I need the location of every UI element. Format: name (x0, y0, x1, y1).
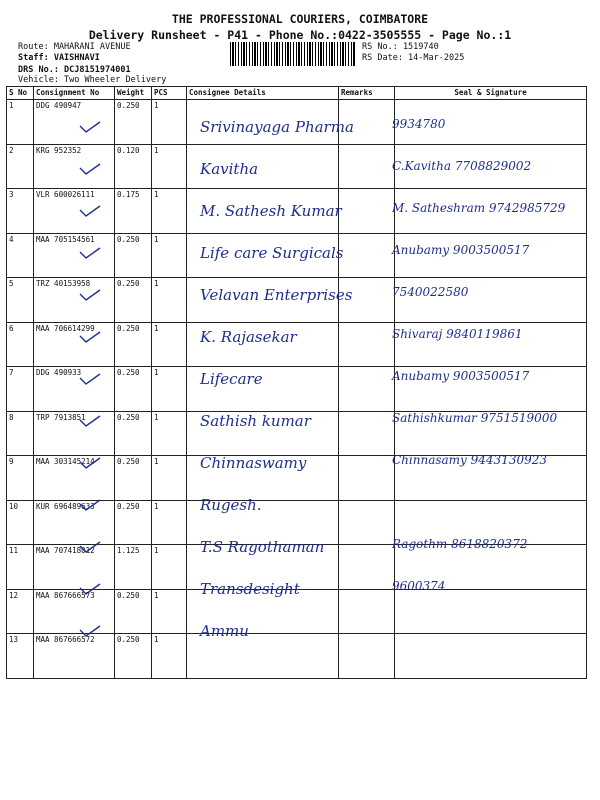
table-row (7, 500, 587, 545)
row-sno: 9 (7, 456, 34, 501)
staff-label: Staff: VAISHNAVI (18, 53, 100, 63)
runsheet-subtitle: Delivery Runsheet - P41 - Phone No.:0422-3505555 - Page No.:1 (88, 28, 512, 42)
row-remarks-cell (339, 456, 395, 501)
row-consignee-cell (187, 144, 339, 189)
row-consignee-cell (187, 500, 339, 545)
row-consignment: KRG 952352 (34, 144, 115, 189)
row-signature-cell (395, 367, 587, 412)
col-sno: S No (7, 87, 34, 100)
row-sno: 10 (7, 500, 34, 545)
table-row (7, 100, 587, 145)
handwritten-signature: Anubamy 9003500517 (392, 243, 530, 257)
row-sno: 1 (7, 100, 34, 145)
row-remarks-cell (339, 545, 395, 590)
handwritten-consignee: Srivinayaga Pharma (200, 118, 354, 136)
row-signature-cell (395, 545, 587, 590)
row-pcs: 1 (152, 100, 187, 145)
handwritten-consignee: Lifecare (200, 370, 263, 388)
row-pcs: 1 (152, 233, 187, 278)
handwritten-signature: Sathishkumar 9751519000 (392, 411, 558, 425)
row-sno: 11 (7, 545, 34, 590)
table-row (7, 411, 587, 456)
row-weight: 0.250 (115, 589, 152, 634)
row-pcs: 1 (152, 545, 187, 590)
row-remarks-cell (339, 634, 395, 679)
handwritten-signature: Shivaraj 9840119861 (392, 327, 523, 341)
row-weight: 0.250 (115, 411, 152, 456)
row-consignment: MAA 707418012 (34, 545, 115, 590)
rs-block (362, 42, 464, 64)
runsheet-table (6, 86, 587, 679)
row-weight: 0.250 (115, 367, 152, 412)
handwritten-consignee: M. Sathesh Kumar (200, 202, 342, 220)
row-remarks-cell (339, 100, 395, 145)
row-weight: 0.175 (115, 189, 152, 234)
handwritten-consignee: Sathish kumar (200, 412, 311, 430)
route-label: Route: MAHARANI AVENUE (18, 42, 131, 52)
row-remarks-cell (339, 322, 395, 367)
table-row (7, 233, 587, 278)
col-consignment: Consignment No (34, 87, 115, 100)
row-sno: 12 (7, 589, 34, 634)
row-consignment: MAA 867666572 (34, 634, 115, 679)
drs-number: DRS No.: DCJ8151974001 (18, 65, 131, 75)
row-pcs: 1 (152, 278, 187, 323)
row-signature-cell (395, 322, 587, 367)
handwritten-consignee: Velavan Enterprises (200, 286, 353, 304)
row-remarks-cell (339, 589, 395, 634)
handwritten-consignee: T.S Ragothaman (200, 538, 325, 556)
handwritten-consignee: Rugesh. (200, 496, 262, 514)
row-signature-cell (395, 456, 587, 501)
rs-number: RS No.: 1519740 (362, 42, 439, 52)
row-pcs: 1 (152, 500, 187, 545)
row-weight: 0.250 (115, 233, 152, 278)
row-signature-cell (395, 100, 587, 145)
row-sno: 3 (7, 189, 34, 234)
row-consignment: DDG 490947 (34, 100, 115, 145)
row-signature-cell (395, 500, 587, 545)
row-signature-cell (395, 589, 587, 634)
row-consignment: VLR 600026111 (34, 189, 115, 234)
table-row (7, 634, 587, 679)
row-weight: 0.250 (115, 278, 152, 323)
row-weight: 1.125 (115, 545, 152, 590)
row-consignment: MAA 706614299 (34, 322, 115, 367)
row-pcs: 1 (152, 144, 187, 189)
handwritten-signature: 7540022580 (392, 285, 469, 299)
row-consignment: MAA 705154561 (34, 233, 115, 278)
row-remarks-cell (339, 367, 395, 412)
handwritten-signature: 9600374 (392, 579, 446, 593)
handwritten-signature: C.Kavitha 7708829002 (392, 159, 532, 173)
handwritten-consignee: K. Rajasekar (200, 328, 297, 346)
col-weight: Weight (115, 87, 152, 100)
row-sno: 8 (7, 411, 34, 456)
row-pcs: 1 (152, 367, 187, 412)
col-consignee: Consignee Details (187, 87, 339, 100)
row-consignee-cell (187, 189, 339, 234)
row-consignee-cell (187, 411, 339, 456)
handwritten-consignee: Transdesight (200, 580, 300, 598)
row-pcs: 1 (152, 589, 187, 634)
table-row (7, 589, 587, 634)
row-signature-cell (395, 144, 587, 189)
handwritten-signature: Anubamy 9003500517 (392, 369, 530, 383)
row-consignee-cell (187, 367, 339, 412)
row-consignee-cell (187, 322, 339, 367)
row-signature-cell (395, 411, 587, 456)
row-signature-cell (395, 233, 587, 278)
table-row (7, 545, 587, 590)
row-pcs: 1 (152, 189, 187, 234)
row-weight: 0.250 (115, 456, 152, 501)
handwritten-consignee: Ammu (200, 622, 249, 640)
row-consignee-cell (187, 233, 339, 278)
row-weight: 0.250 (115, 100, 152, 145)
table-row (7, 189, 587, 234)
handwritten-signature: 9934780 (392, 117, 446, 131)
table-row (7, 456, 587, 501)
col-pcs: PCS (152, 87, 187, 100)
col-remarks: Remarks (339, 87, 395, 100)
row-weight: 0.250 (115, 322, 152, 367)
table-row (7, 144, 587, 189)
row-consignment: TRZ 40153958 (34, 278, 115, 323)
row-remarks-cell (339, 189, 395, 234)
table-row (7, 322, 587, 367)
row-remarks-cell (339, 233, 395, 278)
row-sno: 5 (7, 278, 34, 323)
row-sno: 7 (7, 367, 34, 412)
table-row (7, 367, 587, 412)
row-consignee-cell (187, 100, 339, 145)
handwritten-consignee: Life care Surgicals (200, 244, 344, 262)
row-signature-cell (395, 189, 587, 234)
company-title: THE PROFESSIONAL COURIERS, COIMBATORE (171, 12, 429, 26)
col-signature: Seal & Signature (395, 87, 587, 100)
row-remarks-cell (339, 500, 395, 545)
row-consignee-cell (187, 456, 339, 501)
row-weight: 0.120 (115, 144, 152, 189)
row-sno: 13 (7, 634, 34, 679)
row-signature-cell (395, 634, 587, 679)
row-remarks-cell (339, 278, 395, 323)
row-remarks-cell (339, 411, 395, 456)
row-pcs: 1 (152, 634, 187, 679)
row-consignee-cell (187, 589, 339, 634)
row-weight: 0.250 (115, 500, 152, 545)
row-consignment: TRP 7913851 (34, 411, 115, 456)
table-header-row (7, 87, 587, 100)
row-pcs: 1 (152, 322, 187, 367)
table-row (7, 278, 587, 323)
handwritten-consignee: Kavitha (200, 160, 259, 178)
row-consignment: DDG 490933 (34, 367, 115, 412)
handwritten-signature: Chinnasamy 9443130923 (392, 453, 547, 467)
row-sno: 4 (7, 233, 34, 278)
row-signature-cell (395, 278, 587, 323)
row-consignment: MAA 303145214 (34, 456, 115, 501)
row-consignee-cell (187, 634, 339, 679)
row-consignee-cell (187, 278, 339, 323)
row-consignment: KUR 696489633 (34, 500, 115, 545)
handwritten-signature: Ragothm 8618820372 (392, 537, 528, 551)
barcode-image (230, 42, 355, 66)
row-pcs: 1 (152, 411, 187, 456)
row-consignee-cell (187, 545, 339, 590)
handwritten-signature: M. Satheshram 9742985729 (392, 201, 566, 215)
row-sno: 6 (7, 322, 34, 367)
row-weight: 0.250 (115, 634, 152, 679)
row-sno: 2 (7, 144, 34, 189)
vehicle-label: Vehicle: Two Wheeler Delivery (18, 75, 167, 85)
row-remarks-cell (339, 144, 395, 189)
row-pcs: 1 (152, 456, 187, 501)
handwritten-consignee: Chinnaswamy (200, 454, 307, 472)
row-consignment: MAA 867666573 (34, 589, 115, 634)
rs-date: RS Date: 14-Mar-2025 (362, 53, 465, 63)
